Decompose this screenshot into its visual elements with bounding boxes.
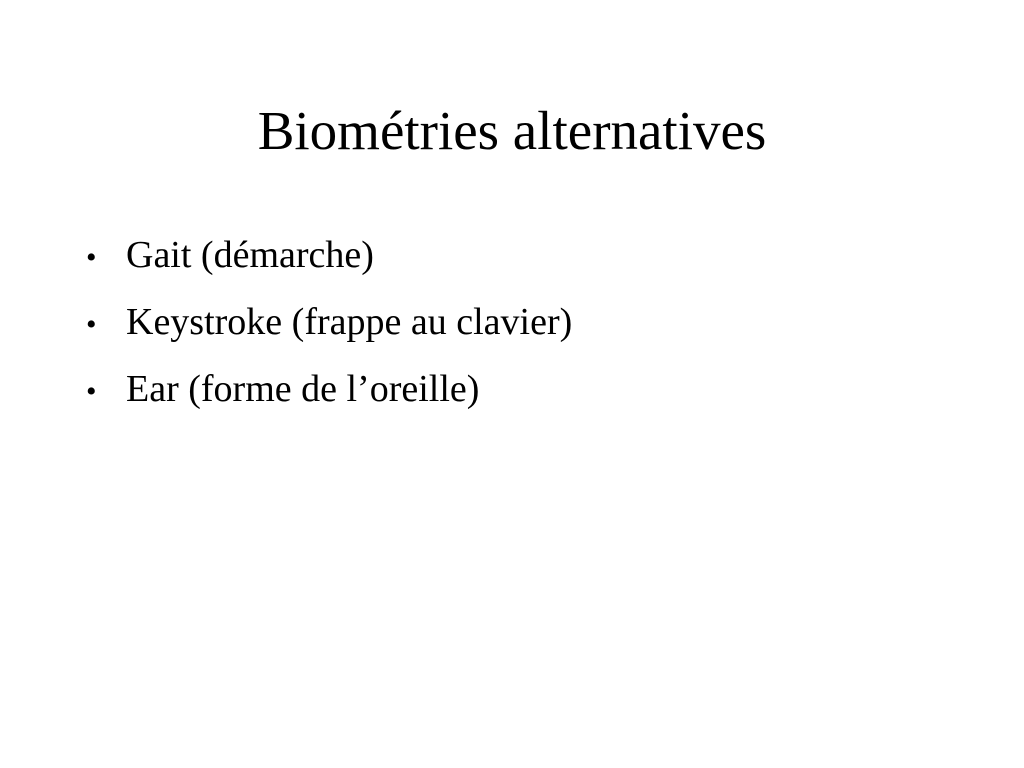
- bullet-text: Keystroke (frappe au clavier): [126, 301, 573, 343]
- slide-title: Biométries alternatives: [257, 100, 767, 161]
- bullet-text: Ear (forme de l’oreille): [126, 368, 480, 410]
- bullet-icon: •: [86, 241, 97, 274]
- list-item: [86, 232, 572, 281]
- bullet-icon: •: [86, 308, 97, 341]
- list-item: [86, 299, 572, 348]
- bullet-list: [86, 232, 572, 433]
- bullet-text: Gait (démarche): [126, 234, 374, 276]
- bullet-icon: •: [86, 375, 97, 408]
- list-item: [86, 366, 572, 415]
